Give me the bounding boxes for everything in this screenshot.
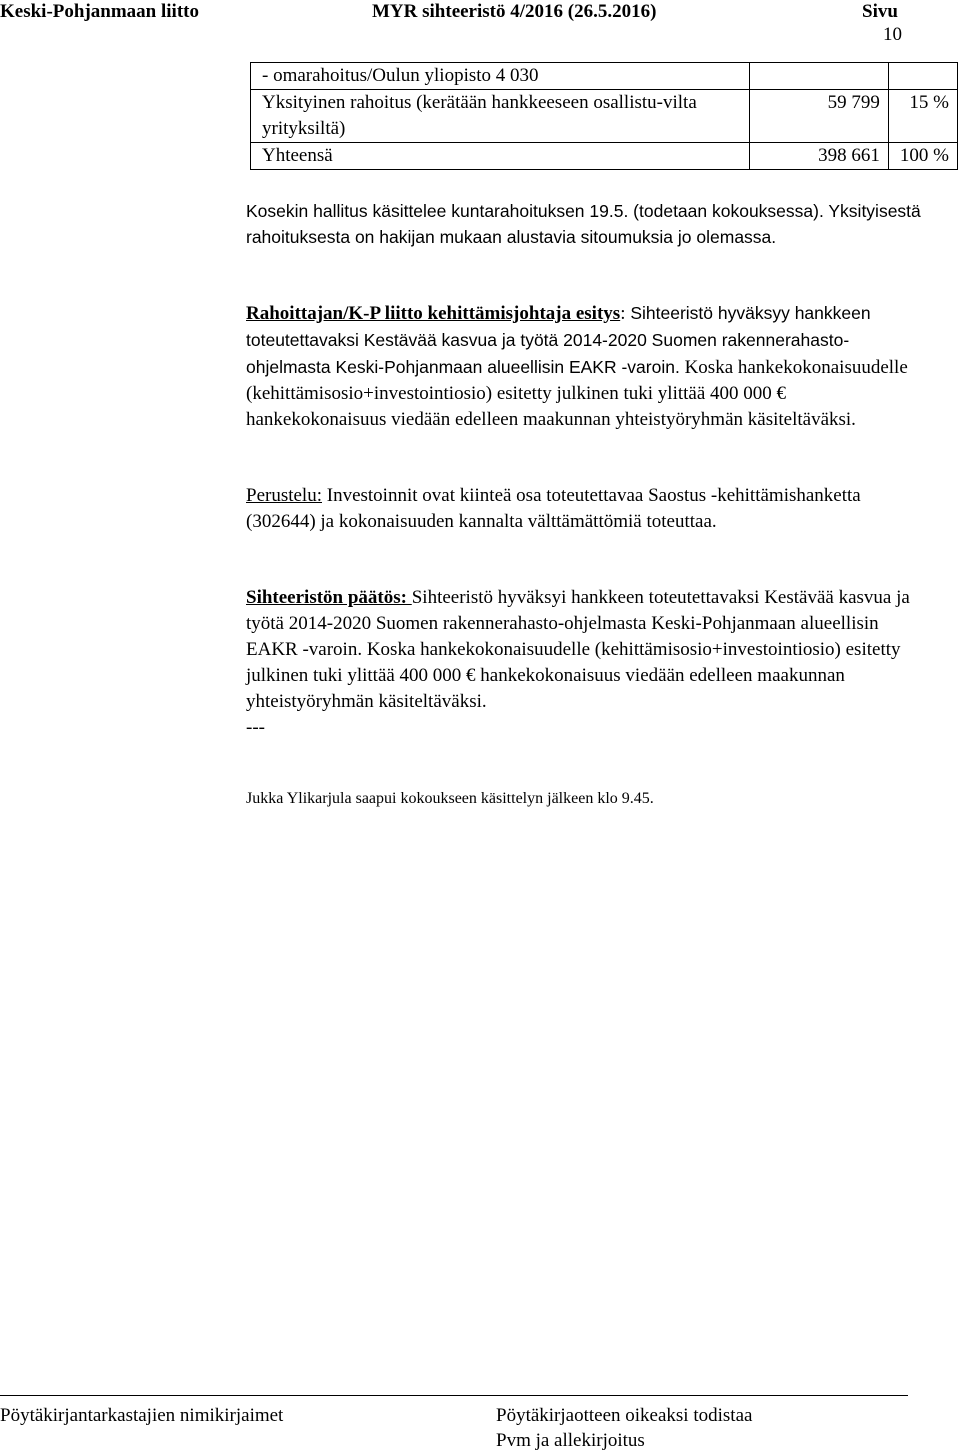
paragraph-decision xyxy=(246,585,926,741)
justification-label: Perustelu: xyxy=(246,485,322,506)
header-page-label: Sivu xyxy=(862,1,898,22)
table-row xyxy=(251,90,958,143)
decision-dashes: --- xyxy=(246,717,265,738)
attendance-note: Jukka Ylikarjula saapui kokoukseen käsittelyn jälkeen klo 9.45. xyxy=(246,790,654,807)
table-cell-desc: - omarahoitus/Oulun yliopisto 4 030 xyxy=(251,63,750,90)
header-meeting: MYR sihteeristö 4/2016 (26.5.2016) xyxy=(372,1,657,22)
proposal-colon: : xyxy=(620,303,626,324)
decision-label: Sihteeristön päätös: xyxy=(246,587,412,608)
proposal-text: Koska hankekokonaisuudelle (kehittämisosio+investointiosio) esitetty julkinen tuki ylittää 400 000 € hankekokonaisuus viedään edelleen maakunnan yhteistyöryhmän käsiteltäväksi. xyxy=(246,357,908,430)
financing-table xyxy=(250,62,958,170)
footer-divider xyxy=(0,1395,908,1396)
table-cell-desc: Yksityinen rahoitus (kerätään hankkeeseen osallistu-vilta yrityksiltä) xyxy=(251,90,750,143)
table-cell-pct xyxy=(888,63,957,90)
paragraph-justification xyxy=(246,483,926,535)
table-cell-pct: 15 % xyxy=(888,90,957,143)
header-org: Keski-Pohjanmaan liitto xyxy=(0,1,199,22)
decision-text: Sihteeristö hyväksyi hankkeen toteutettavaksi Kestävää kasvua ja työtä 2014-2020 Suomen rakennerahasto-ohjelmasta Keski-Pohjanmaan alueellisin EAKR -varoin. Koska hankekokonaisuudelle (kehittämisosio+investointiosio) esitetty julkinen tuki ylittää 400 000 € hankekokonaisuus viedään edelleen maakunnan yhteistyöryhmän käsiteltäväksi. xyxy=(246,587,910,712)
page-number: 10 xyxy=(883,24,902,45)
table-cell-desc: Yhteensä xyxy=(251,143,750,170)
table-cell-amount: 59 799 xyxy=(749,90,888,143)
footer-certification: Pöytäkirjaotteen oikeaksi todistaa xyxy=(496,1405,753,1426)
table-cell-amount xyxy=(749,63,888,90)
footer-initials: Pöytäkirjantarkastajien nimikirjaimet xyxy=(0,1405,284,1426)
table-cell-amount: 398 661 xyxy=(749,143,888,170)
table-cell-pct: 100 % xyxy=(888,143,957,170)
paragraph-municipal-funding: Kosekin hallitus käsittelee kuntarahoituksen 19.5. (todetaan kokouksessa). Yksityisestä rahoituksesta on hakijan mukaan alustavia sitoumuksia jo olemassa. xyxy=(246,201,921,247)
justification-text: Investoinnit ovat kiinteä osa toteutettavaa Saostus -kehittämishanketta (302644) ja kokonaisuuden kannalta välttämättömiä toteuttaa. xyxy=(246,485,861,532)
footer-date-signature: Pvm ja allekirjoitus xyxy=(496,1430,645,1451)
table-row xyxy=(251,143,958,170)
proposal-text-sans: Sihteeristö hyväksyy hankkeen toteutettavaksi Kestävää kasvua ja työtä 2014-2020 Suomen rakennerahasto-ohjelmasta Keski-Pohjanmaan alueellisin EAKR -varoin. xyxy=(246,303,871,377)
proposal-label: Rahoittajan/K-P liitto kehittämisjohtaja esitys xyxy=(246,303,621,324)
table-row xyxy=(251,63,958,90)
paragraph-proposal xyxy=(246,300,926,433)
